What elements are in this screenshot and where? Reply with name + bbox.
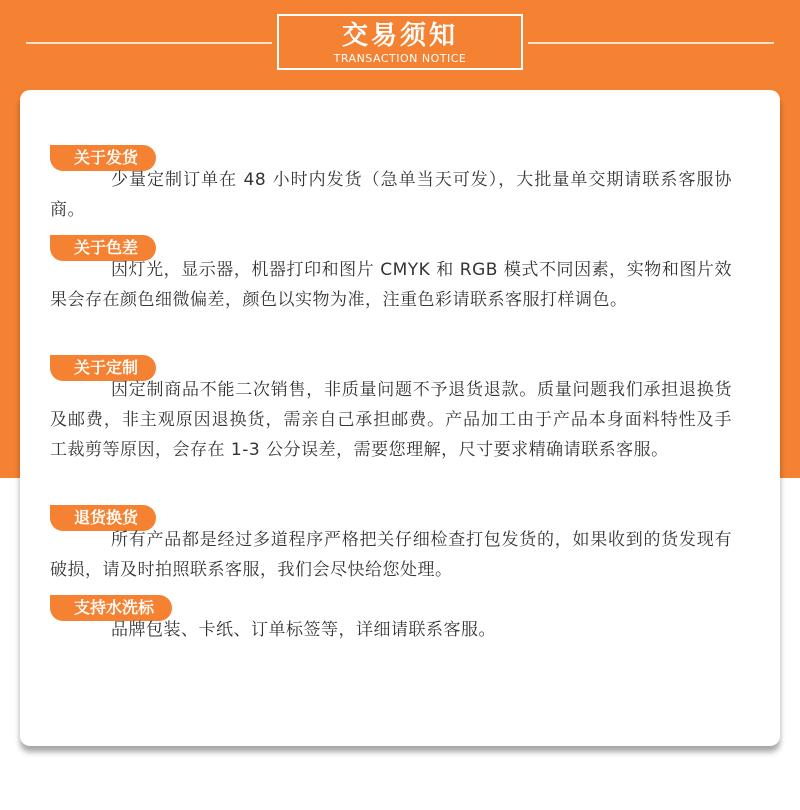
- page-title-box: [277, 14, 523, 70]
- section-tag-custom: 关于定制: [50, 355, 156, 381]
- section-text-returns: 所有产品都是经过多道程序严格把关仔细检查打包发货的，如果收到的货发现有破损，请及时拍照联系客服，我们会尽快给您处理。: [50, 530, 732, 580]
- section-tag-wash-label: 支持水洗标: [50, 595, 172, 621]
- notice-card: [20, 90, 780, 746]
- section-text-color: 因灯光，显示器，机器打印和图片 CMYK 和 RGB 模式不同因素，实物和图片效果会存在颜色细微偏差，颜色以实物为准，注重色彩请联系客服打样调色。: [50, 260, 732, 310]
- section-text-wash-label: 品牌包装、卡纸、订单标签等，详细请联系客服。: [111, 620, 496, 640]
- header-divider-right: [528, 42, 774, 44]
- section-text-custom: 因定制商品不能二次销售，非质量问题不予退货退款。质量问题我们承担退换货及邮费，非主观原因退换货，需亲自己承担邮费。产品加工由于产品本身面料特性及手工裁剪等原因，会存在 1-3 公分误差，需要您理解，尺寸要求精确请联系客服。: [50, 380, 732, 460]
- page-title: 交易须知: [341, 21, 458, 51]
- header-divider-left: [26, 42, 272, 44]
- section-tag-returns: 退货换货: [50, 505, 156, 531]
- section-tag-shipping: 关于发货: [50, 145, 156, 171]
- section-text-shipping: 少量定制订单在 48 小时内发货（急单当天可发），大批量单交期请联系客服协商。: [50, 170, 732, 220]
- section-tag-color: 关于色差: [50, 235, 156, 261]
- page-subtitle: TRANSACTION NOTICE: [333, 52, 467, 65]
